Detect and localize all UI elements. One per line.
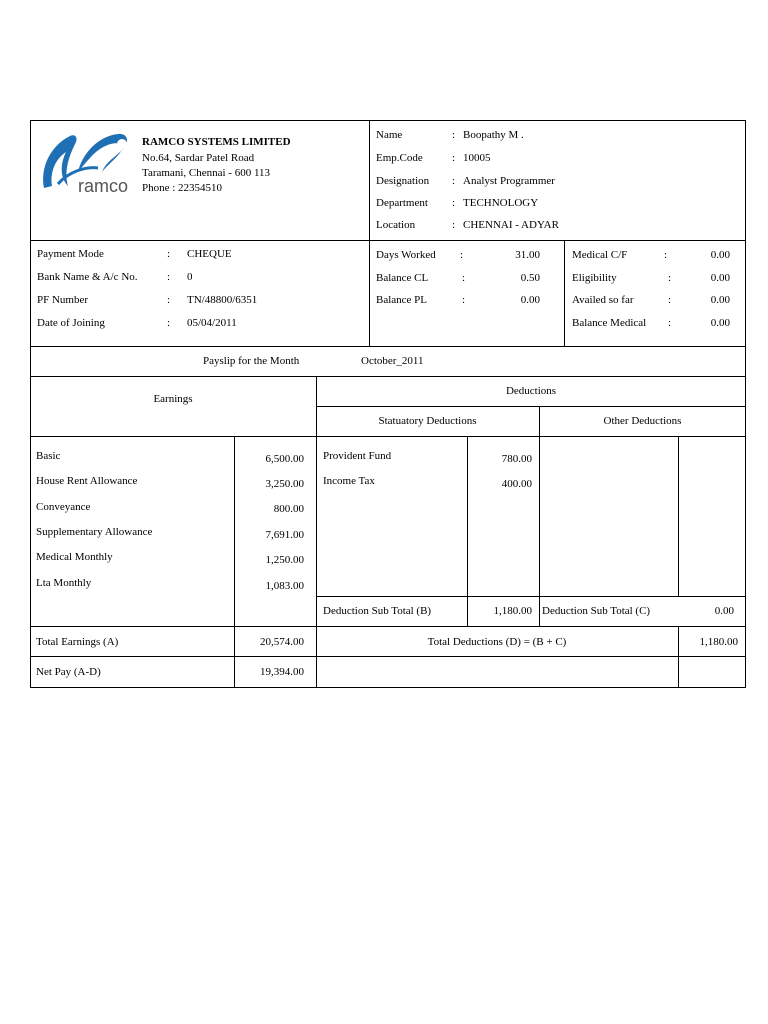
separator: :	[452, 219, 456, 231]
emp-code-value: 10005	[463, 152, 491, 164]
net-pay-value: 19,394.00	[260, 666, 304, 678]
payslip-month-label: Payslip for the Month	[203, 355, 300, 367]
emp-designation-value: Analyst Programmer	[463, 175, 555, 187]
divider	[30, 376, 746, 377]
divider	[30, 240, 746, 241]
date-of-joining-value: 05/04/2011	[187, 317, 237, 329]
bank-account-value: 0	[187, 271, 193, 283]
subtotal-c-value: 0.00	[714, 605, 734, 617]
earning-amount: 6,500.00	[265, 453, 304, 465]
deduction-amount: 400.00	[501, 478, 532, 490]
divider	[30, 626, 746, 627]
ramco-logo	[38, 128, 134, 196]
earning-label: Medical Monthly	[36, 551, 113, 563]
separator: :	[167, 294, 171, 306]
statutory-deductions-header: Statuatory Deductions	[378, 415, 477, 427]
divider	[30, 656, 746, 657]
balance-cl-value: 0.50	[520, 272, 540, 284]
pf-number-value: TN/48800/6351	[187, 294, 258, 306]
divider	[369, 120, 370, 346]
emp-name-value: Boopathy M .	[463, 129, 524, 141]
payment-label: Payment Mode	[37, 248, 104, 260]
medical-cf-value: 0.00	[710, 249, 730, 261]
attendance-label: Days Worked	[376, 249, 436, 261]
eligibility-value: 0.00	[710, 272, 730, 284]
divider	[316, 406, 746, 407]
separator: :	[668, 317, 672, 329]
earning-amount: 1,250.00	[265, 554, 304, 566]
total-deductions-label: Total Deductions (D) = (B + C)	[427, 636, 567, 648]
divider	[30, 346, 746, 347]
earning-amount: 3,250.00	[265, 478, 304, 490]
separator: :	[668, 294, 672, 306]
net-pay-label: Net Pay (A-D)	[36, 666, 101, 678]
company-name: RAMCO SYSTEMS LIMITED	[142, 136, 291, 148]
separator: :	[452, 129, 456, 141]
earning-label: Supplementary Allowance	[36, 526, 153, 538]
deduction-amount: 780.00	[501, 453, 532, 465]
earning-label: Lta Monthly	[36, 577, 92, 589]
emp-label: Name	[376, 129, 403, 141]
separator: :	[668, 272, 672, 284]
total-deductions-value: 1,180.00	[699, 636, 738, 648]
separator: :	[462, 294, 466, 306]
days-worked-value: 31.00	[515, 249, 540, 261]
divider	[539, 406, 540, 626]
subtotal-c-label: Deduction Sub Total (C)	[542, 605, 651, 617]
emp-label: Emp.Code	[376, 152, 423, 164]
separator: :	[452, 197, 456, 209]
payment-label: Bank Name & A/c No.	[37, 271, 138, 283]
logo-wordmark: ramco	[78, 176, 129, 196]
earning-amount: 800.00	[273, 503, 304, 515]
divider	[316, 596, 746, 597]
divider	[678, 436, 679, 596]
company-address-line2: Taramani, Chennai - 600 113	[142, 167, 271, 179]
deduction-label: Income Tax	[323, 475, 375, 487]
payslip-month-value: October_2011	[361, 355, 424, 367]
medical-label: Balance Medical	[572, 317, 647, 329]
attendance-label: Balance PL	[376, 294, 428, 306]
company-address-line1: No.64, Sardar Patel Road	[142, 152, 255, 164]
emp-department-value: TECHNOLOGY	[463, 197, 539, 209]
medical-label: Availed so far	[572, 294, 634, 306]
separator: :	[460, 249, 464, 261]
availed-value: 0.00	[710, 294, 730, 306]
separator: :	[167, 248, 171, 260]
balance-medical-value: 0.00	[710, 317, 730, 329]
emp-location-value: CHENNAI - ADYAR	[463, 219, 559, 231]
payment-label: PF Number	[37, 294, 89, 306]
divider	[30, 436, 746, 437]
company-phone: Phone : 22354510	[142, 182, 223, 194]
earnings-header: Earnings	[153, 393, 193, 405]
medical-label: Eligibility	[572, 272, 617, 284]
earning-label: Conveyance	[36, 501, 91, 513]
attendance-label: Balance CL	[376, 272, 429, 284]
deductions-header: Deductions	[505, 385, 557, 397]
separator: :	[167, 271, 171, 283]
earning-amount: 1,083.00	[265, 580, 304, 592]
subtotal-b-label: Deduction Sub Total (B)	[323, 605, 432, 617]
separator: :	[462, 272, 466, 284]
separator: :	[452, 175, 456, 187]
total-earnings-value: 20,574.00	[260, 636, 304, 648]
emp-label: Location	[376, 219, 416, 231]
separator: :	[664, 249, 668, 261]
earning-label: House Rent Allowance	[36, 475, 138, 487]
medical-label: Medical C/F	[572, 249, 628, 261]
earning-amount: 7,691.00	[265, 529, 304, 541]
emp-label: Department	[376, 197, 428, 209]
separator: :	[452, 152, 456, 164]
payment-mode-value: CHEQUE	[187, 248, 232, 260]
balance-pl-value: 0.00	[520, 294, 540, 306]
separator: :	[167, 317, 171, 329]
divider	[564, 240, 565, 346]
total-earnings-label: Total Earnings (A)	[36, 636, 119, 648]
other-deductions-header: Other Deductions	[603, 415, 682, 427]
payment-label: Date of Joining	[37, 317, 105, 329]
emp-label: Designation	[376, 175, 430, 187]
earning-label: Basic	[36, 450, 61, 462]
subtotal-b-value: 1,180.00	[493, 605, 532, 617]
deduction-label: Provident Fund	[323, 450, 392, 462]
